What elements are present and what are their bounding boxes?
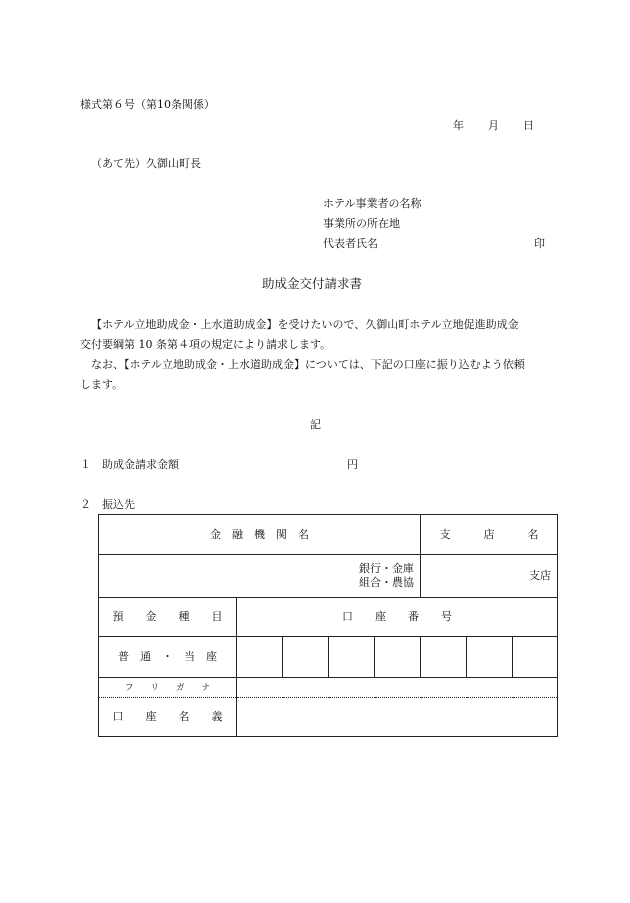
item1-number: １ [80, 458, 91, 471]
applicant-address-label: 事業所の所在地 [323, 217, 400, 230]
account-name-label: 口 座 名 義 [99, 698, 237, 737]
deposit-type-label: 預 金 種 目 [99, 598, 237, 637]
item1-unit: 円 [347, 458, 358, 471]
account-digit-5[interactable] [421, 637, 467, 678]
furigana-label: フ リ ガ ナ [99, 678, 237, 698]
account-name-cell[interactable] [237, 698, 558, 737]
body-para2-line2: します。 [80, 378, 124, 391]
document-title: 助成金交付請求書 [262, 276, 363, 291]
body-para1-line1: 【ホテル立地助成金・上水道助成金】を受けたいので、久御山町ホテル立地促進助成金 [91, 318, 519, 331]
bank-type-1: 銀行・金庫 [359, 562, 414, 575]
date-month: 月 [488, 119, 499, 132]
account-digit-2[interactable] [283, 637, 329, 678]
account-digit-3[interactable] [329, 637, 375, 678]
table-row-account-name [99, 698, 558, 737]
bank-name-cell[interactable] [99, 555, 421, 598]
item2-label: 振込先 [102, 498, 135, 511]
table-row-bank-header [99, 515, 558, 555]
addressee: （あて先）久御山町長 [91, 157, 201, 170]
bank-transfer-table [98, 514, 558, 737]
body-para2-line1: なお、【ホテル立地助成金・上水道助成金】については、下記の口座に振り込むよう依頼 [91, 358, 525, 371]
deposit-type-value[interactable]: 普 通 ・ 当 座 [99, 637, 237, 678]
furigana-cell[interactable] [237, 678, 558, 698]
table-row-account-value [99, 637, 558, 678]
branch-name-header: 支 店 名 [421, 515, 558, 555]
ki-heading: 記 [310, 418, 321, 431]
item1-label: 助成金請求金額 [102, 458, 179, 471]
account-number-label: 口 座 番 号 [237, 598, 558, 637]
branch-name-cell[interactable] [421, 555, 558, 598]
account-digit-6[interactable] [467, 637, 513, 678]
branch-suffix: 支店 [529, 569, 552, 582]
account-digit-7[interactable] [513, 637, 558, 678]
seal-mark: 印 [534, 237, 545, 250]
table-row-bank-value [99, 555, 558, 598]
applicant-rep-label: 代表者氏名 [323, 237, 378, 250]
table-row-account-header [99, 598, 558, 637]
applicant-name-label: ホテル事業者の名称 [323, 197, 422, 210]
bank-type-2: 組合・農協 [359, 576, 414, 589]
item2-number: ２ [80, 498, 91, 511]
account-digit-1[interactable] [237, 637, 283, 678]
bank-name-header: 金 融 機 関 名 [99, 515, 421, 555]
form-number: 様式第６号（第10条関係） [80, 98, 215, 111]
body-para1-line2: 交付要綱第 10 条第４項の規定により請求します。 [80, 338, 332, 351]
table-row-furigana [99, 678, 558, 698]
date-year: 年 [453, 119, 464, 132]
account-digit-4[interactable] [375, 637, 421, 678]
date-day: 日 [523, 119, 534, 132]
